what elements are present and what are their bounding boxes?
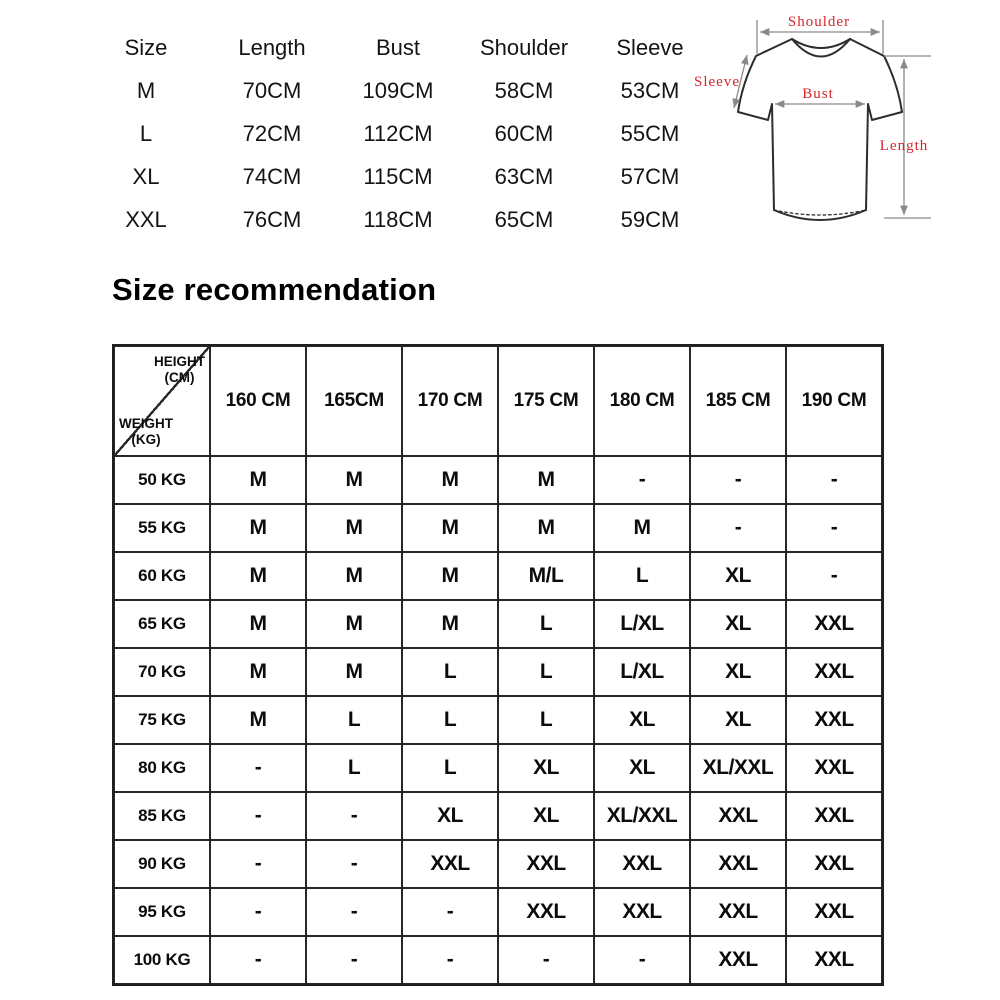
size-table-cell: XXL [125,206,167,232]
size-cell: XL [498,744,594,792]
size-table-cell: M [136,77,156,103]
size-cell: - [402,888,498,936]
size-cell: - [210,888,306,936]
size-cell: M [210,648,306,696]
size-cell: XXL [498,888,594,936]
size-cell: XL [690,648,786,696]
size-cell: XXL [402,840,498,888]
size-table-header-length: Length [238,34,306,60]
size-cell: XXL [594,888,690,936]
size-cell: - [210,936,306,984]
size-cell: - [402,936,498,984]
size-cell: - [786,456,882,504]
size-cell: L [402,696,498,744]
height-column-header: 165CM [306,346,402,456]
size-cell: M [402,456,498,504]
size-recommendation-heading: Size recommendation [112,272,437,307]
size-cell: M [306,552,402,600]
size-cell: - [306,936,402,984]
size-table-header-bust: Bust [375,34,421,60]
size-cell: - [786,504,882,552]
row-weight-label: 85 KG [114,792,210,840]
size-table-cell: 65CM [494,206,554,232]
height-column-header: 190 CM [786,346,882,456]
size-cell: XL [402,792,498,840]
size-table-cell: 70CM [242,77,302,103]
row-weight-label: 75 KG [114,696,210,744]
size-cell: XXL [786,936,882,984]
corner-weight-label: WEIGHT (KG) [119,416,173,448]
diagram-sleeve-label: Sleeve [694,74,740,90]
size-cell: L [594,552,690,600]
size-table-cell: 118CM [363,206,433,232]
size-cell: M [210,696,306,744]
height-column-header: 180 CM [594,346,690,456]
size-table-cell: L [139,120,153,146]
size-table-cell: 53CM [620,77,680,103]
size-table-header-sleeve: Sleeve [616,34,684,60]
size-cell: L [498,600,594,648]
size-table-cell: 112CM [363,120,433,146]
size-cell: - [306,888,402,936]
size-table-cell: 63CM [494,163,554,189]
size-table-cell: 60CM [494,120,554,146]
row-weight-label: 80 KG [114,744,210,792]
size-cell: XXL [786,792,882,840]
size-cell: L [498,648,594,696]
size-cell: M [306,648,402,696]
size-cell: - [210,744,306,792]
size-measurement-table [83,26,713,241]
size-cell: M [402,600,498,648]
diagram-bust-label: Bust [802,86,834,102]
size-cell: - [786,552,882,600]
size-cell: XXL [786,840,882,888]
corner-height-label: HEIGHT (CM) [153,354,205,385]
size-table-cell: 74CM [242,163,302,189]
size-cell: XXL [786,744,882,792]
size-cell: L [306,696,402,744]
size-cell: - [306,792,402,840]
size-cell: XL [594,696,690,744]
size-cell: XXL [690,840,786,888]
row-weight-label: 90 KG [114,840,210,888]
size-cell: XL/XXL [594,792,690,840]
size-table-cell: 72CM [242,120,302,146]
row-weight-label: 70 KG [114,648,210,696]
size-table-header-shoulder: Shoulder [479,34,569,60]
size-cell: M [210,504,306,552]
size-cell: - [594,936,690,984]
size-cell: XL [498,792,594,840]
size-cell: M [306,504,402,552]
size-cell: XXL [786,648,882,696]
size-cell: L/XL [594,648,690,696]
size-cell: XXL [786,600,882,648]
size-table-cell: 57CM [620,163,680,189]
size-cell: M [498,504,594,552]
size-cell: M [402,504,498,552]
size-table-cell: 76CM [242,206,302,232]
table-corner-cell [114,346,210,456]
size-table-cell: 109CM [362,77,434,103]
size-cell: XL [690,696,786,744]
size-cell: M [306,600,402,648]
tshirt-outline [738,39,902,220]
size-cell: - [498,936,594,984]
size-cell: M [402,552,498,600]
size-table-cell: 58CM [494,77,554,103]
size-cell: XL/XXL [690,744,786,792]
size-cell: - [690,456,786,504]
size-cell: XXL [498,840,594,888]
size-table-cell: 59CM [620,206,680,232]
diagram-shoulder-label: Shoulder [787,14,851,30]
size-cell: M [210,552,306,600]
size-cell: XXL [594,840,690,888]
size-cell: XL [690,552,786,600]
size-table-cell: 55CM [620,120,680,146]
row-weight-label: 60 KG [114,552,210,600]
row-weight-label: 100 KG [114,936,210,984]
size-cell: M [210,600,306,648]
size-cell: - [210,840,306,888]
size-cell: - [690,504,786,552]
row-weight-label: 50 KG [114,456,210,504]
size-cell: M [498,456,594,504]
size-cell: XXL [690,888,786,936]
size-table-cell: XL [132,163,160,189]
row-weight-label: 65 KG [114,600,210,648]
size-cell: L [402,744,498,792]
row-weight-label: 95 KG [114,888,210,936]
height-column-header: 175 CM [498,346,594,456]
size-cell: M [594,504,690,552]
diagram-length-label: Length [879,138,929,154]
size-cell: XL [594,744,690,792]
size-cell: XXL [690,792,786,840]
size-cell: XXL [786,696,882,744]
size-table-cell: 115CM [363,163,433,189]
size-cell: - [594,456,690,504]
size-cell: L [306,744,402,792]
size-cell: XXL [690,936,786,984]
size-cell: L [498,696,594,744]
size-cell: M [306,456,402,504]
tshirt-measurement-diagram [680,0,1000,250]
size-table-header-size: Size [124,34,168,60]
size-cell: - [210,792,306,840]
size-cell: - [306,840,402,888]
height-column-header: 185 CM [690,346,786,456]
size-recommendation-table [112,344,884,986]
size-cell: XL [690,600,786,648]
size-cell: XXL [786,888,882,936]
height-column-header: 170 CM [402,346,498,456]
row-weight-label: 55 KG [114,504,210,552]
size-cell: M [210,456,306,504]
size-cell: L/XL [594,600,690,648]
size-cell: L [402,648,498,696]
size-cell: M/L [498,552,594,600]
height-column-header: 160 CM [210,346,306,456]
